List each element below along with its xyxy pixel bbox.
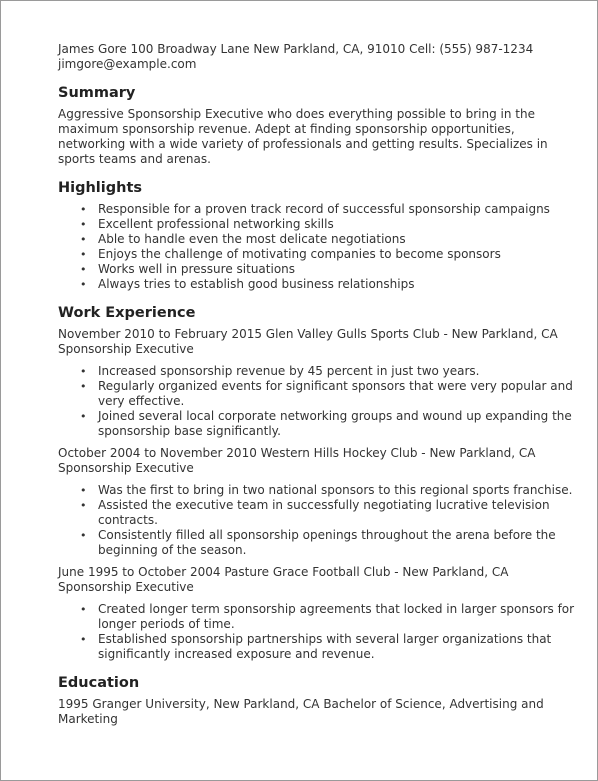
job-header: November 2010 to February 2015 Glen Valley Gulls Sports Club - New Parkland, CA Sponsorship Executive (58, 327, 558, 356)
job-bullet: • Established sponsorship partnerships with several larger organizations that significantly increased exposure and revenue. (98, 632, 583, 662)
job-entry (58, 327, 583, 439)
experience-heading: Work Experience (58, 305, 196, 321)
job-bullets (58, 364, 583, 439)
summary-heading: Summary (58, 85, 136, 101)
experience-section (58, 304, 583, 662)
summary-section (58, 84, 583, 167)
job-bullet: • Joined several local corporate networking groups and wound up expanding the sponsorship base significantly. (98, 409, 583, 439)
highlights-section (58, 179, 583, 292)
job-bullets (58, 602, 583, 662)
highlight-item: • Responsible for a proven track record of successful sponsorship campaigns (98, 202, 583, 217)
highlight-item: • Able to handle even the most delicate negotiations (98, 232, 583, 247)
job-entry (58, 565, 583, 662)
job-bullet: • Was the first to bring in two national sponsors to this regional sports franchise. (98, 483, 583, 498)
job-bullet: • Increased sponsorship revenue by 45 percent in just two years. (98, 364, 583, 379)
education-heading: Education (58, 675, 140, 691)
job-header: June 1995 to October 2004 Pasture Grace Football Club - New Parkland, CA Sponsorship Executive (58, 565, 509, 594)
job-bullet: • Consistently filled all sponsorship openings throughout the arena before the beginning of the season. (98, 528, 583, 558)
job-bullet: • Created longer term sponsorship agreements that locked in larger sponsors for longer periods of time. (98, 602, 583, 632)
job-bullet: • Assisted the executive team in successfully negotiating lucrative television contracts. (98, 498, 583, 528)
resume-content (58, 42, 583, 727)
contact-email: jimgore@example.com (58, 57, 197, 71)
education-section (58, 674, 583, 727)
job-bullets (58, 483, 583, 558)
education-text: 1995 Granger University, New Parkland, CA Bachelor of Science, Advertising and Marketing (58, 697, 544, 726)
highlight-item: • Always tries to establish good business relationships (98, 277, 583, 292)
highlight-item: • Enjoys the challenge of motivating companies to become sponsors (98, 247, 583, 262)
highlights-heading: Highlights (58, 180, 143, 196)
job-bullet: • Regularly organized events for significant sponsors that were very popular and very effective. (98, 379, 583, 409)
contact-line: James Gore 100 Broadway Lane New Parkland, CA, 91010 Cell: (555) 987-1234 (58, 42, 534, 56)
highlights-list (58, 202, 583, 292)
highlight-item: • Excellent professional networking skills (98, 217, 583, 232)
summary-text: Aggressive Sponsorship Executive who does everything possible to bring in the maximum sponsorship revenue. Adept at finding sponsorship opportunities, networking with a wide variety of professionals and getting results. Specializes in sports teams and arenas. (58, 107, 548, 166)
contact-block (58, 42, 583, 72)
highlight-item: • Works well in pressure situations (98, 262, 583, 277)
job-header: October 2004 to November 2010 Western Hills Hockey Club - New Parkland, CA Sponsorship Executive (58, 446, 536, 475)
job-entry (58, 446, 583, 558)
